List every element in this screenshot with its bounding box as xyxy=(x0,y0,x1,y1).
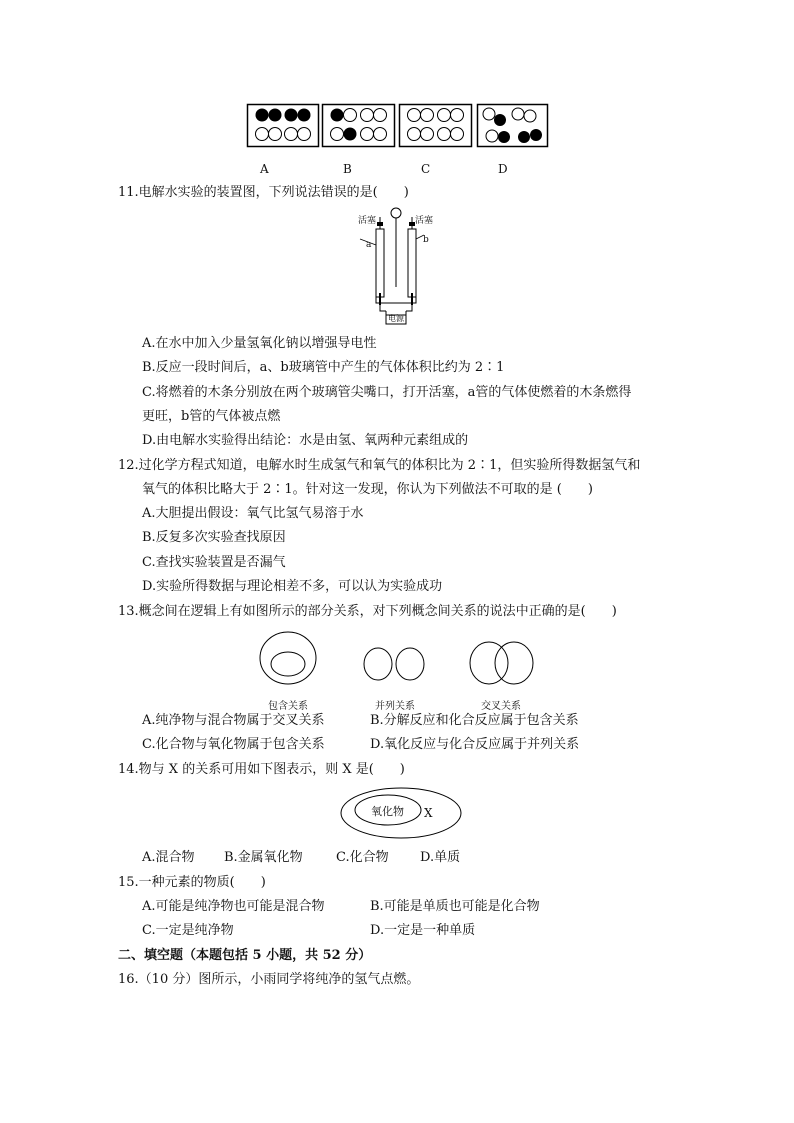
q12-option-b: B.反复多次实验查找原因 xyxy=(142,530,286,545)
q14-option-b: B.金属氧化物 xyxy=(224,850,303,865)
q12-stem-line1: 12.过化学方程式知道，电解水时生成氢气和氧气的体积比为 2∶1，但实验所得数据氢气和 xyxy=(118,458,641,473)
q13-option-b: B.分解反应和化合反应属于包含关系 xyxy=(370,713,579,728)
q11-option-c: C.将燃着的木条分别放在两个玻璃管尖嘴口，打开活塞，a管的气体使燃着的木条燃得 xyxy=(142,385,632,400)
option-a-box xyxy=(248,105,319,147)
parallel-diagram xyxy=(364,648,424,680)
x-label: X xyxy=(424,806,433,820)
option-a-label: A xyxy=(260,162,269,176)
q13-stem: 13.概念间在逻辑上有如图所示的部分关系，对下列概念间关系的说法中正确的是( ) xyxy=(118,604,617,619)
q14-option-c: C.化合物 xyxy=(336,850,389,865)
q12-option-c: C.查找实验装置是否漏气 xyxy=(142,555,286,570)
particle-model-figure xyxy=(0,0,794,160)
q13-option-a: A.纯净物与混合物属于交叉关系 xyxy=(142,713,325,728)
inclusion-diagram xyxy=(260,632,316,684)
oxide-relation-figure xyxy=(338,785,478,845)
q13-option-c: C.化合物与氧化物属于包含关系 xyxy=(142,737,325,752)
q15-option-b: B.可能是单质也可能是化合物 xyxy=(370,899,540,914)
q15-option-a: A.可能是纯净物也可能是混合物 xyxy=(142,899,325,914)
power-source-label: 电源 xyxy=(388,314,404,323)
option-c-box xyxy=(400,105,472,147)
q14-option-d: D.单质 xyxy=(420,850,461,865)
option-d-box xyxy=(478,105,548,147)
q12-option-d: D.实验所得数据与理论相差不多，可以认为实验成功 xyxy=(142,579,443,594)
section-2-title: 二、填空题（本题包括 5 小题，共 52 分） xyxy=(118,948,372,963)
option-b-label: B xyxy=(343,162,352,176)
q11-option-c-cont: 更旺，b管的气体被点燃 xyxy=(142,409,281,424)
q15-option-d: D.一定是一种单质 xyxy=(370,923,476,938)
parallel-label: 并列关系 xyxy=(375,701,415,712)
q16-stem: 16.（10 分）图所示，小雨同学将纯净的氢气点燃。 xyxy=(118,972,420,987)
left-valve-label: 活塞 xyxy=(358,216,377,226)
q11-option-b: B.反应一段时间后，a、b玻璃管中产生的气体体积比约为 2∶1 xyxy=(142,360,505,375)
q12-option-a: A.大胆提出假设：氧气比氢气易溶于水 xyxy=(142,506,364,521)
q11-stem: 11.电解水实验的装置图，下列说法错误的是( ) xyxy=(118,185,409,200)
q14-stem: 14.物与 X 的关系可用如下图表示，则 X 是( ) xyxy=(118,762,405,777)
intersection-diagram xyxy=(470,642,533,684)
concept-relation-figure xyxy=(255,630,555,700)
tube-a-label: a xyxy=(366,240,372,250)
q14-option-a: A.混合物 xyxy=(142,850,195,865)
option-b-box xyxy=(323,105,395,147)
inclusion-label: 包含关系 xyxy=(268,701,308,712)
q11-option-d: D.由电解水实验得出结论：水是由氢、氧两种元素组成的 xyxy=(142,433,469,448)
option-c-label: C xyxy=(421,162,431,176)
right-valve-label: 活塞 xyxy=(415,216,434,226)
q13-option-d: D.氧化反应与化合反应属于并列关系 xyxy=(370,737,580,752)
option-d-label: D xyxy=(498,162,508,176)
q15-stem: 15.一种元素的物质( ) xyxy=(118,875,266,890)
oxide-label: 氧化物 xyxy=(371,805,404,818)
intersection-label: 交叉关系 xyxy=(481,701,521,712)
q12-stem-line2: 氧气的体积比略大于 2∶1。针对这一发现，你认为下列做法不可取的是 ( ) xyxy=(142,482,593,497)
tube-b-label: b xyxy=(423,235,429,245)
q11-option-a: A.在水中加入少量氢氧化钠以增强导电性 xyxy=(142,336,377,351)
q15-option-c: C.一定是纯净物 xyxy=(142,923,234,938)
